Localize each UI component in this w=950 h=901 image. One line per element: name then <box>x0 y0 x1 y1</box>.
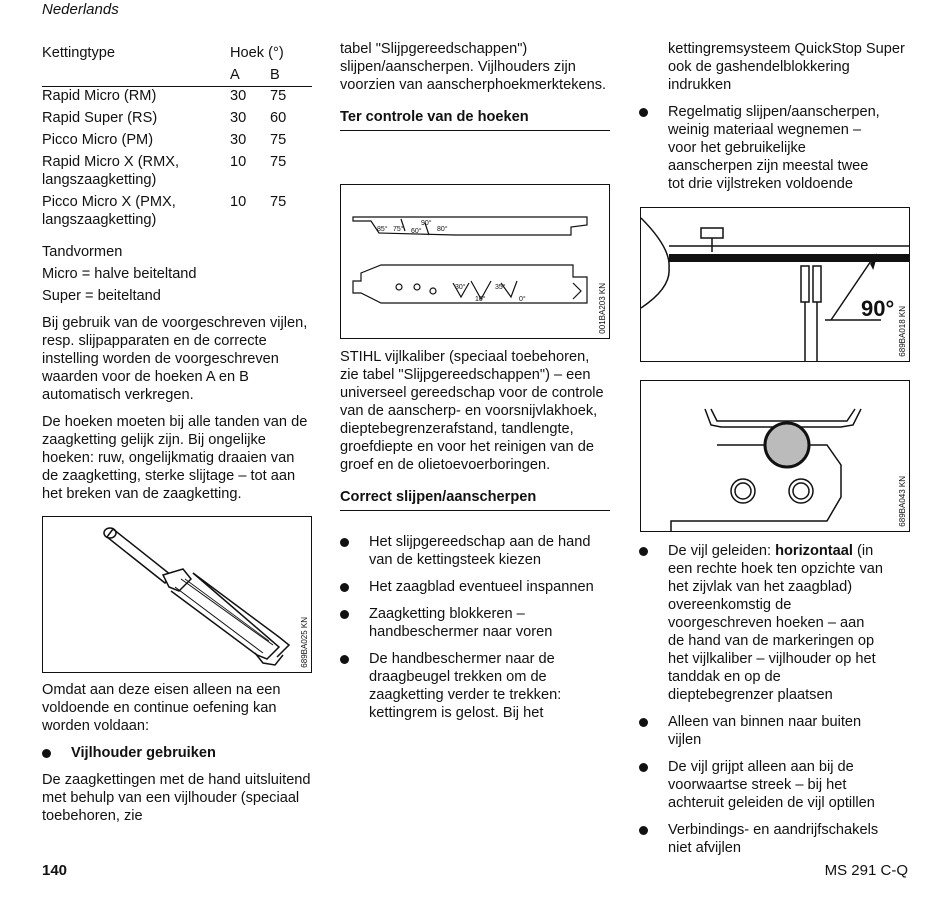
section-heading: Ter controle van de hoeken <box>340 108 610 131</box>
row-a: 30 <box>230 110 247 126</box>
angle-label: 90° <box>861 296 895 321</box>
column-2 <box>340 40 610 153</box>
column-1 <box>42 44 312 512</box>
file-holder-figure <box>42 516 312 673</box>
paragraph: Bij gebruik van de voorgeschreven vijlen, resp. slijpapparaten en de correcte instelling worden de voorgeschreven waarden voor de hoeken A en B automatisch verkregen. <box>42 315 308 403</box>
gauge-label: 75° <box>393 226 404 233</box>
paragraph: De zaagkettingen met de hand uitsluitend met behulp van een vijlhouder (speciaal toebehoren, zie <box>42 772 311 824</box>
file-angle-illustration <box>641 208 909 361</box>
model-name: MS 291 C-Q <box>824 862 908 879</box>
row-type: Rapid Micro (RM) <box>42 88 157 104</box>
row-b: 75 <box>270 194 287 210</box>
row-type: Rapid Super (RS) <box>42 110 158 126</box>
gauge-label: 60° <box>411 228 422 235</box>
row-a: 10 <box>230 194 247 210</box>
col-header-b: B <box>270 66 312 87</box>
figure-code: 001BA203 KN <box>598 283 607 334</box>
table-subheader-row <box>42 66 312 87</box>
row-a: 30 <box>230 132 247 148</box>
row-type: Picco Micro (PM) <box>42 132 154 148</box>
paragraph: STIHL vijlkaliber (speciaal toebehoren, zie tabel "Slijpgereedschappen") – een universeel gereedschap voor de controle van de aanscherp- en voorsnijvlakhoek, dieptebegrenzerafstand, tandlengte, groefdiepte en voor het reinigen van de groef en de olietoevoerboringen. <box>340 349 604 473</box>
gauge-label: 35° <box>495 284 506 291</box>
row-b: 75 <box>270 154 287 170</box>
bullet-item: Het slijpgereedschap aan de hand van de kettingsteek kiezen <box>340 533 610 569</box>
file-holder-illustration <box>43 517 311 672</box>
gauge-label: 85° <box>377 226 388 233</box>
file-horizontal-figure <box>640 380 910 532</box>
column-3 <box>668 40 913 202</box>
section-heading: Correct slijpen/aanscherpen <box>340 488 610 511</box>
paragraph: De hoeken moeten bij alle tanden van de zaagketting gelijk zijn. Bij ongelijke hoeken: ruw, ongelijkmatig draaien van de zaagketting, sterke slijtage – tot aan het breken van de zaagketting. <box>42 414 308 502</box>
paragraph: tabel "Slijpgereedschappen") slijpen/aanscherpen. Vijlhouders zijn voorzien van aanscherphoekmerktekens. <box>340 41 607 93</box>
bullet-item: Het zaagblad eventueel inspannen <box>340 578 610 596</box>
gauge-label: 10° <box>475 296 486 303</box>
bullet-item: Vijlhouder gebruiken <box>42 744 312 762</box>
chain-angle-table <box>42 44 312 233</box>
bullet-item: Alleen van binnen naar buiten vijlen <box>639 713 884 749</box>
row-b: 60 <box>270 110 287 126</box>
col-header-chaintype: Kettingtype <box>42 45 116 61</box>
col-header-a: A <box>230 66 270 87</box>
gauge-label: 90° <box>421 220 432 227</box>
figure-code: 689BA043 KN <box>898 476 907 527</box>
file-angle-figure <box>640 207 910 362</box>
tandvorm-micro: Micro = halve beiteltand <box>42 266 197 282</box>
row-type: Picco Micro X (PMX, langszaagketting) <box>42 194 176 228</box>
gauge-label: 80° <box>437 226 448 233</box>
file-horizontal-illustration <box>641 381 909 531</box>
paragraph: Omdat aan deze eisen alleen na een voldoende en continue oefening kan worden voldaan: <box>42 682 281 734</box>
row-b: 75 <box>270 132 287 148</box>
row-b: 75 <box>270 88 287 104</box>
table-row <box>42 109 312 131</box>
gauge-label: 30° <box>455 284 466 291</box>
table-row <box>42 87 312 110</box>
bullet-item: Regelmatig slijpen/aanscherpen, weinig materiaal wegnemen – voor het gebruikelijke aanscherpen zijn meestal twee tot drie vijlstreken voldoende <box>639 103 884 193</box>
file-gauge-illustration <box>341 185 609 338</box>
bullet-item: Verbindings- en aandrijfschakels niet afvijlen <box>639 821 884 857</box>
bullet-item: De vijl geleiden: horizontaal (in een rechte hoek ten opzichte van het zijvlak van het zaagblad) overeenkomstig de voorgeschreven hoeken – aan de hand van de markeringen op het vijlkaliber – vijlhouder op het tanddak en op de dieptebegrenzer plaatsen <box>639 542 884 704</box>
tandvormen-title: Tandvormen <box>42 244 123 260</box>
table-row <box>42 153 312 193</box>
col-header-angle: Hoek (°) <box>230 45 284 61</box>
table-row <box>42 193 312 233</box>
row-a: 10 <box>230 154 247 170</box>
table-row <box>42 131 312 153</box>
table-header-row <box>42 44 312 66</box>
bullet-item: Zaagketting blokkeren – handbeschermer naar voren <box>340 605 610 641</box>
page-number: 140 <box>42 862 68 879</box>
file-gauge-figure <box>340 184 610 339</box>
row-a: 30 <box>230 88 247 104</box>
figure-code: 689BA025 KN <box>300 617 309 668</box>
figure-code: 689BA018 KN <box>898 306 907 357</box>
emphasis: horizontaal <box>775 543 853 559</box>
tandvorm-super: Super = beiteltand <box>42 288 161 304</box>
gauge-label: 0° <box>519 296 526 303</box>
bullet-item: De vijl grijpt alleen aan bij de voorwaartse streek – bij het achteruit geleiden de vijl optillen <box>639 758 884 812</box>
bullet-item: De handbeschermer naar de draagbeugel trekken om de zaagketting verder te trekken: kettingrem is gelost. Bij het <box>340 650 610 722</box>
row-type: Rapid Micro X (RMX, langszaagketting) <box>42 154 180 188</box>
language-label: Nederlands <box>42 1 119 18</box>
paragraph: kettingremsysteem QuickStop Super ook de gashendelblokkering indrukken <box>668 41 905 93</box>
